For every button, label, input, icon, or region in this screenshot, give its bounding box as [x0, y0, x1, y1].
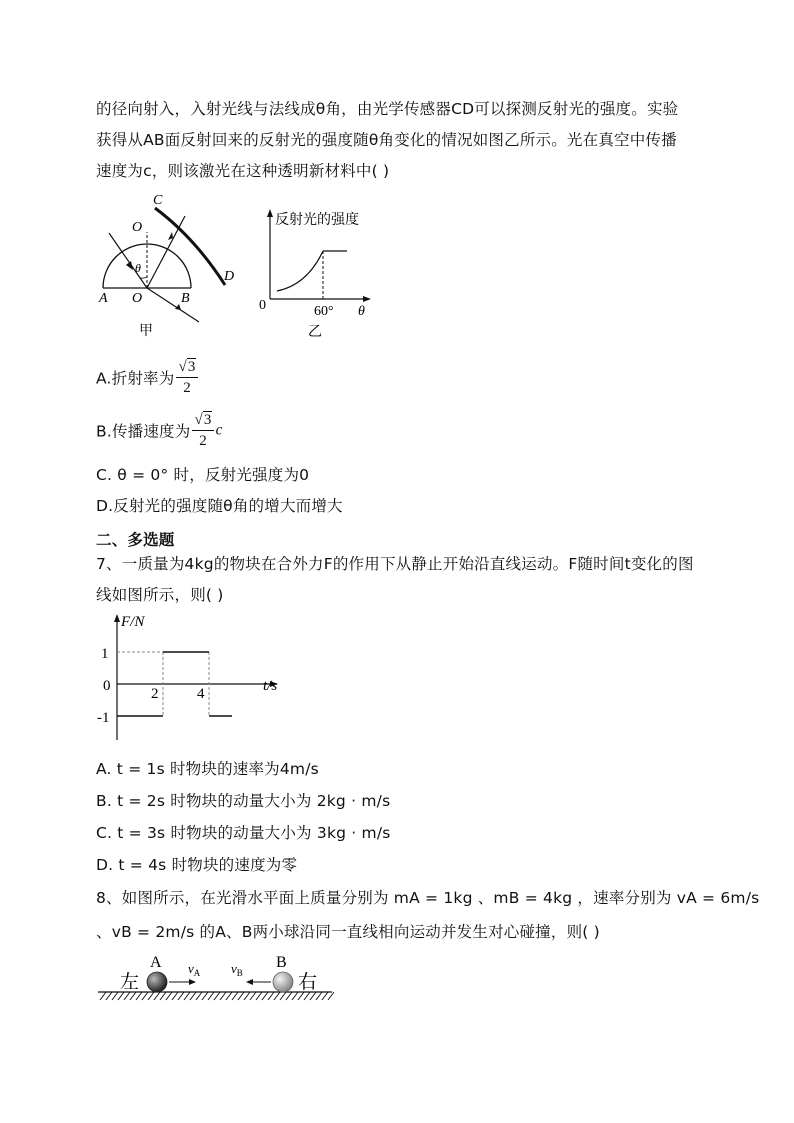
q8-line-2: 、vB = 2m/s 的A、B两小球沿同一直线相向运动并发生对心碰撞，则( )	[96, 923, 600, 941]
label-left: 左	[120, 972, 140, 993]
label-va: $v_A$	[188, 961, 201, 978]
q7-option-a: A. t = 1s 时物块的速率为4m/s	[96, 760, 319, 778]
label-theta: θ	[135, 261, 141, 275]
ground-hatch	[280, 992, 286, 1000]
label-c: C	[153, 193, 163, 208]
ground-hatch	[298, 992, 304, 1000]
ground-hatch	[148, 992, 154, 1000]
ground-hatch	[166, 992, 172, 1000]
chart-xtick-2: 2	[151, 686, 159, 702]
collision-figure	[96, 950, 336, 1006]
arrow-left-icon	[246, 979, 253, 985]
q6-option-b: B.传播速度为 $\frac{√3}{2}$ c	[96, 412, 223, 449]
q7-line-1: 7、一质量为4kg的物块在合外力F的作用下从静止开始沿直线运动。F随时间t变化的图	[96, 555, 694, 573]
ground-hatch	[220, 992, 226, 1000]
q6-line-2: 获得从AB面反射回来的反射光的强度随θ角变化的情况如图乙所示。光在真空中传播	[96, 131, 677, 149]
q6-option-d: D.反射光的强度随θ角的增大而增大	[96, 497, 343, 515]
figure-yi-label: 乙	[308, 325, 322, 340]
ground-hatch	[322, 992, 328, 1000]
label-o: O	[132, 291, 143, 306]
chart-ytick-0: 0	[103, 678, 111, 694]
q6-option-c: C. θ = 0° 时，反射光强度为0	[96, 466, 310, 484]
ground-hatch	[214, 992, 220, 1000]
q7-option-c: C. t = 3s 时物块的动量大小为 3kg · m/s	[96, 824, 391, 842]
ball-b	[273, 972, 293, 992]
figure-jia-label: 甲	[139, 324, 153, 338]
ground-hatch	[100, 992, 106, 1000]
label-b: B	[181, 291, 190, 306]
ground-hatch	[154, 992, 160, 1000]
yi-origin: 0	[259, 298, 266, 313]
ground-hatch	[250, 992, 256, 1000]
label-o-top: O	[132, 220, 143, 235]
arrow-right-icon	[189, 979, 196, 985]
ground-hatch	[274, 992, 280, 1000]
ground-hatch	[238, 992, 244, 1000]
ground-hatch	[136, 992, 142, 1000]
yi-ylabel: 反射光的强度	[275, 212, 359, 228]
ground-hatch	[196, 992, 202, 1000]
ground-hatch	[124, 992, 130, 1000]
label-right: 右	[298, 972, 318, 993]
y-axis-arrow-icon	[114, 614, 120, 622]
q7-option-b: B. t = 2s 时物块的动量大小为 2kg · m/s	[96, 792, 391, 810]
ground-hatch	[160, 992, 166, 1000]
q7-line-2: 线如图所示，则( )	[96, 586, 224, 604]
ground-hatch	[208, 992, 214, 1000]
ground-hatch	[268, 992, 274, 1000]
label-d: D	[224, 269, 235, 284]
ground-hatch	[244, 992, 250, 1000]
ground-hatch	[226, 992, 232, 1000]
ground-hatch	[202, 992, 208, 1000]
label-a: A	[99, 291, 108, 306]
ground-hatch	[184, 992, 190, 1000]
chart-ylabel: F/N	[121, 614, 145, 630]
ground-hatch	[172, 992, 178, 1000]
chart-xlabel: t/s	[263, 678, 278, 694]
yi-xlabel: θ	[358, 304, 365, 319]
label-ball-a: A	[150, 954, 162, 971]
ground-hatch	[190, 992, 196, 1000]
chart-xtick-4: 4	[197, 686, 205, 702]
ground-hatch	[310, 992, 316, 1000]
figure-jia	[95, 188, 245, 338]
ground-hatch	[130, 992, 136, 1000]
q8-line-1: 8、如图所示，在光滑水平面上质量分别为 mA = 1kg 、mB = 4kg ，速率分别为 vA = 6m/s	[96, 889, 760, 907]
ground-hatch	[178, 992, 184, 1000]
ground-hatch	[118, 992, 124, 1000]
q7-option-d: D. t = 4s 时物块的速度为零	[96, 856, 298, 874]
figure-yi	[255, 205, 380, 340]
ball-a	[147, 972, 167, 992]
label-vb: $v_B$	[231, 961, 243, 978]
ground-hatch	[112, 992, 118, 1000]
ground-hatch	[286, 992, 292, 1000]
ground-hatch	[256, 992, 262, 1000]
ground-hatch	[316, 992, 322, 1000]
ground-hatch	[328, 992, 334, 1000]
q6-line-3: 速度为c，则该激光在这种透明新材料中( )	[96, 162, 390, 180]
ground-hatch	[232, 992, 238, 1000]
ground-hatch	[262, 992, 268, 1000]
ground-hatch	[142, 992, 148, 1000]
force-time-chart	[95, 608, 295, 748]
yi-tick-60: 60°	[314, 304, 334, 319]
q6-option-a: A.折射率为 $\frac{√3}{2}$	[96, 359, 196, 396]
chart-ytick-1: 1	[101, 646, 109, 662]
ground-hatch	[304, 992, 310, 1000]
q6-line-1: 的径向射入，入射光线与法线成θ角，由光学传感器CD可以探测反射光的强度。实验	[96, 100, 679, 118]
chart-ytick-neg1: -1	[97, 710, 110, 726]
section-title: 二、多选题	[96, 531, 175, 549]
ground-hatch	[292, 992, 298, 1000]
label-ball-b: B	[276, 954, 287, 971]
ground-hatch	[106, 992, 112, 1000]
